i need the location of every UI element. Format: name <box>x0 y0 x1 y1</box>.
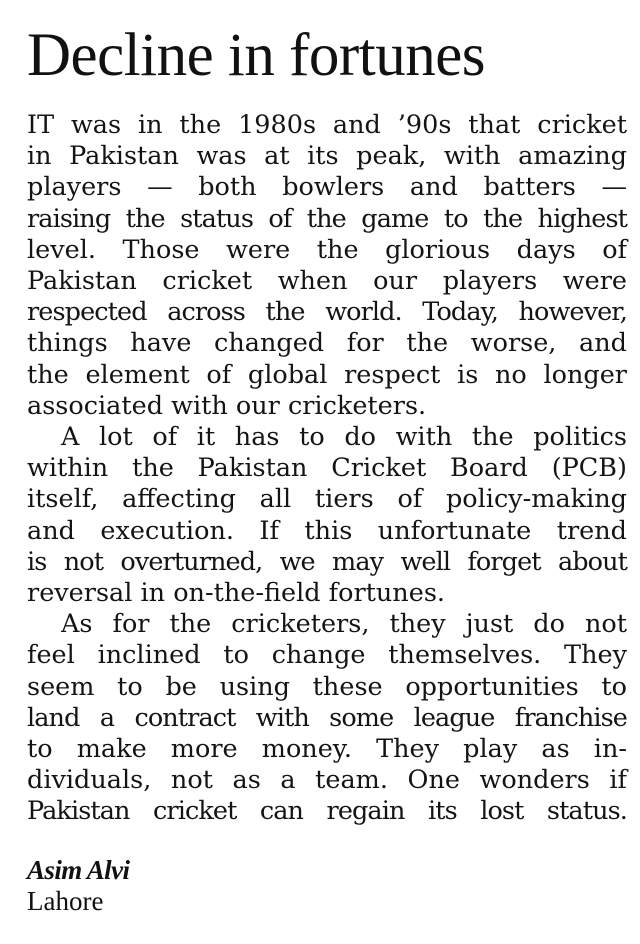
headline: Decline in fortunes <box>27 22 486 89</box>
text-line: players — both bowlers and batters — <box>27 172 627 203</box>
text-line: A lot of it has to do with the politics <box>61 422 627 453</box>
text-line: land a contract with some league franchise <box>27 702 627 733</box>
text-line: within the Pakistan Cricket Board (PCB) <box>27 453 627 484</box>
text-line: feel inclined to change themselves. They <box>27 640 627 671</box>
author-name: Asim Alvi <box>27 854 130 885</box>
text-line: Pakistan cricket can regain its lost status. <box>27 796 627 827</box>
signature-block <box>27 855 627 917</box>
text-line: raising the status of the game to the highest <box>27 203 627 234</box>
text-line: Pakistan cricket when our players were <box>27 266 627 297</box>
text-line: is not overturned, we may well forget about <box>27 546 627 577</box>
text-line: As for the cricketers, they just do not <box>61 609 627 640</box>
text-line: seem to be using these opportunities to <box>27 671 627 702</box>
text-line: in Pakistan was at its peak, with amazing <box>27 141 627 172</box>
author-city: Lahore <box>27 885 104 916</box>
letter-to-editor <box>27 18 627 917</box>
text-line: the element of global respect is no longer <box>27 359 627 390</box>
text-line: to make more money. They play as in- <box>27 734 627 765</box>
text-line: dividuals, not as a team. One wonders if <box>27 765 627 796</box>
text-line: itself, affecting all tiers of policy-making <box>27 484 627 515</box>
paragraph-1 <box>27 110 627 422</box>
text-line: level. Those were the glorious days of <box>27 234 627 265</box>
letter-body <box>27 110 627 828</box>
text-line: respected across the world. Today, however, <box>27 297 627 328</box>
text-line: reversal in on-the-field fortunes. <box>27 578 446 609</box>
text-line: IT was in the 1980s and ’90s that cricket <box>27 110 627 140</box>
text-line: things have changed for the worse, and <box>27 328 627 359</box>
paragraph-3 <box>27 609 627 827</box>
text-line: and execution. If this unfortunate trend <box>27 515 627 546</box>
paragraph-2 <box>27 422 627 609</box>
text-line: associated with our cricketers. <box>27 390 427 421</box>
